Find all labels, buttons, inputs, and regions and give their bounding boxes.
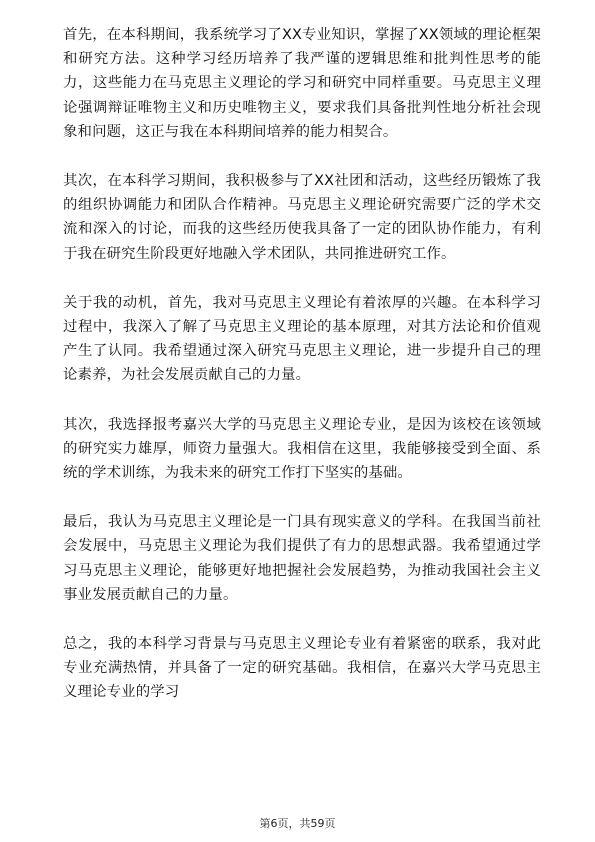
- document-body: [63, 23, 541, 705]
- paragraph-motivation-interest: 关于我的动机，首先，我对马克思主义理论有着浓厚的兴趣。在本科学习过程中，我深入了解了马克思主义理论的基本原理，对其方法论和价值观产生了认同。我希望通过深入研究马克思主义理论，进一步提升自己的理论素养，为社会发展贡献自己的力量。: [63, 294, 541, 384]
- paragraph-club-activities: 其次，在本科学习期间，我积极参与了XX社团和活动，这些经历锻炼了我的组织协调能力和团队合作精神。马克思主义理论研究需要广泛的学术交流和深入的讨论，而我的这些经历使我具备了一定的团队协作能力，有利于我在研究生阶段更好地融入学术团队，共同推进研究工作。: [63, 173, 541, 262]
- paragraph-undergrad-study: 首先，在本科期间，我系统学习了XX专业知识，掌握了XX领域的理论框架和研究方法。这种学习经历培养了我严谨的逻辑思维和批判性思考的能力，这些能力在马克思主义理论的学习和研究中同样重要。马克思主义理论强调辩证唯物主义和历史唯物主义，要求我们具备批判性地分析社会现象和问题，这正与我在本科期间培养的能力相契合。: [63, 27, 541, 140]
- page-number: 第6页，共59页: [259, 817, 336, 830]
- paragraph-school-choice: 其次，我选择报考嘉兴大学的马克思主义理论专业，是因为该校在该领域的研究实力雄厚，师资力量强大。我相信在这里，我能够接受到全面、系统的学术训练，为我未来的研究工作打下坚实的基础。: [63, 416, 541, 482]
- paragraph-practical-significance: 最后，我认为马克思主义理论是一门具有现实意义的学科。在我国当前社会发展中，马克思主义理论为我们提供了有力的思想武器。我希望通过学习马克思主义理论，能够更好地把握社会发展趋势，为推动我国社会主义事业发展贡献自己的力量。: [63, 514, 541, 603]
- paragraph-conclusion: 总之，我的本科学习背景与马克思主义理论专业有着紧密的联系，我对此专业充满热情，并具备了一定的研究基础。我相信，在嘉兴大学马克思主义理论专业的学习: [63, 636, 541, 701]
